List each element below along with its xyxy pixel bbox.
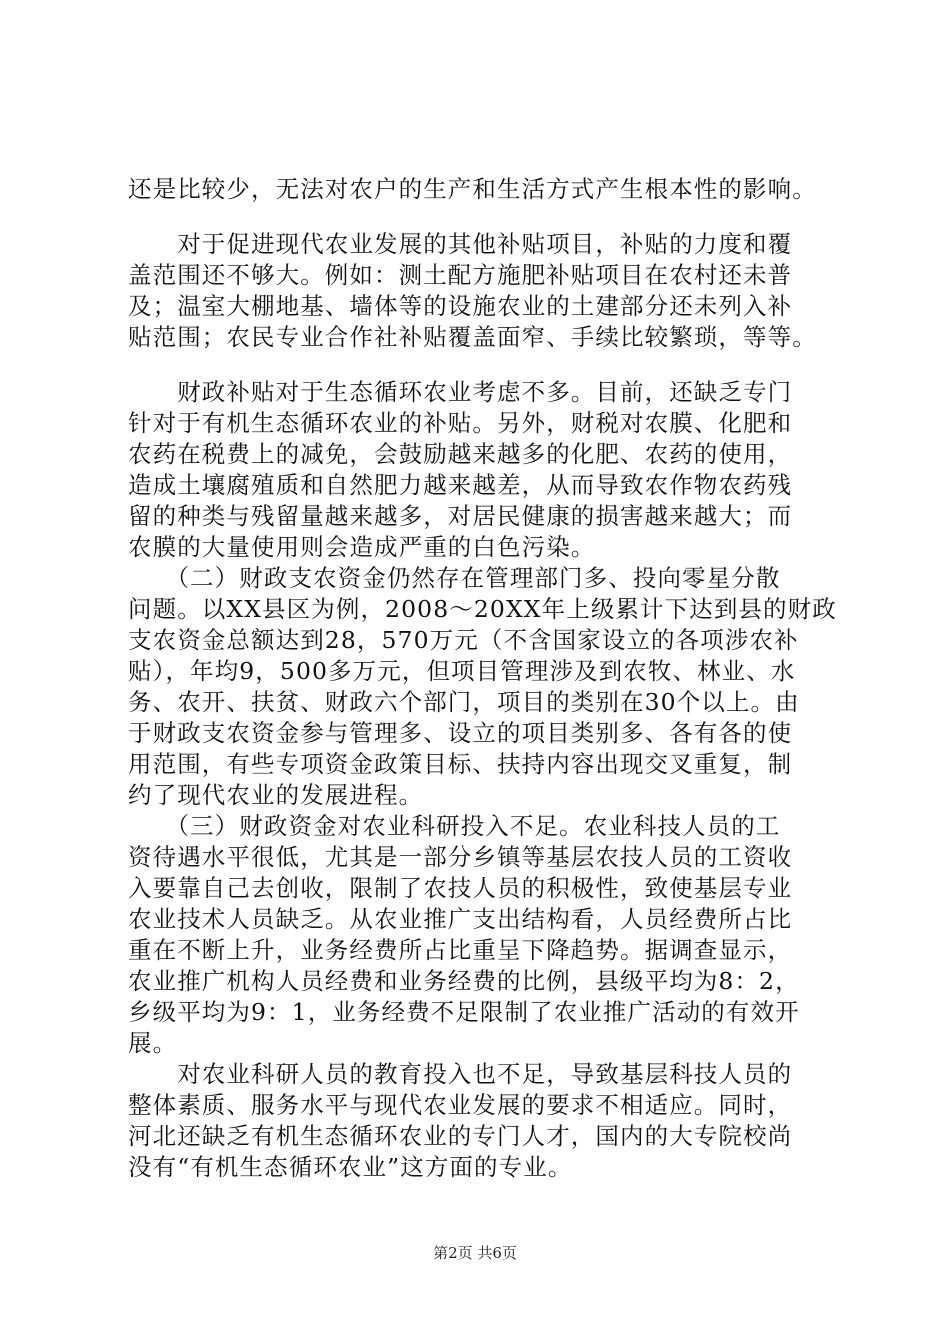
text-line: 留的种类与残留量越来越多，对居民健康的损害越来越大；而 (128, 502, 793, 530)
document-body (128, 174, 840, 1183)
paragraph-gap (128, 353, 840, 377)
text-line: 针对于有机生态循环农业的补贴。另外，财税对农膜、化肥和 (128, 409, 793, 437)
paragraph-gap (128, 205, 840, 229)
text-line: 问题。以XX县区为例，2008～20XX年上级累计下达到县的财政 (128, 595, 837, 623)
text-line: 农膜的大量使用则会造成严重的白色污染。 (128, 533, 596, 561)
text-line: 财政补贴对于生态循环农业考虑不多。目前，还缺乏专门 (128, 378, 793, 406)
text-line: 没有“有机生态循环农业”这方面的专业。 (128, 1153, 573, 1181)
text-line: 乡级平均为9：1，业务经费不足限制了农业推广活动的有效开 (128, 998, 800, 1026)
text-line: 约了现代农业的发展进程。 (128, 781, 424, 809)
text-line: 还是比较少，无法对农户的生产和生活方式产生根本性的影响。 (128, 175, 817, 203)
page-number-footer: 第2页 共6页 (433, 1244, 517, 1262)
text-line: 对于促进现代农业发展的其他补贴项目，补贴的力度和覆 (128, 230, 793, 258)
text-line: （三）财政资金对农业科研投入不足。农业科技人员的工 (128, 812, 781, 840)
text-line: 展。 (128, 1029, 178, 1057)
text-line: 及；温室大棚地基、墙体等的设施农业的土建部分还未列入补 (128, 292, 793, 320)
text-line: 贴），年均9，500多万元，但项目管理涉及到农牧、林业、水 (128, 657, 796, 685)
text-line: 盖范围还不够大。例如：测土配方施肥补贴项目在农村还未普 (128, 261, 793, 289)
text-line: 于财政支农资金参与管理多、设立的项目类别多、各有各的使 (128, 719, 793, 747)
text-line: 对农业科研人员的教育投入也不足，导致基层科技人员的 (128, 1060, 793, 1088)
text-line: 务、农开、扶贫、财政六个部门，项目的类别在30个以上。由 (128, 688, 800, 716)
text-line: 农业技术人员缺乏。从农业推广支出结构看，人员经费所占比 (128, 905, 793, 933)
text-line: （二）财政支农资金仍然存在管理部门多、投向零星分散 (128, 564, 781, 592)
text-line: 资待遇水平很低，尤其是一部分乡镇等基层农技人员的工资收 (128, 843, 793, 871)
text-line: 农药在税费上的减免，会鼓励越来越多的化肥、农药的使用， (128, 440, 793, 468)
text-line: 造成土壤腐殖质和自然肥力越来越差，从而导致农作物农药残 (128, 471, 793, 499)
text-line: 用范围，有些专项资金政策目标、扶持内容出现交叉重复，制 (128, 750, 793, 778)
text-line: 入要靠自己去创收，限制了农技人员的积极性，致使基层专业 (128, 874, 793, 902)
text-line: 河北还缺乏有机生态循环农业的专门人才，国内的大专院校尚 (128, 1122, 793, 1150)
text-line: 支农资金总额达到28，570万元（不含国家设立的各项涉农补 (128, 626, 799, 654)
text-line: 重在不断上升，业务经费所占比重呈下降趋势。据调查显示， (128, 936, 793, 964)
text-line: 整体素质、服务水平与现代农业发展的要求不相适应。同时， (128, 1091, 793, 1119)
text-line: 农业推广机构人员经费和业务经费的比例，县级平均为8：2， (128, 967, 800, 995)
text-line: 贴范围；农民专业合作社补贴覆盖面窄、手续比较繁琐，等等。 (128, 323, 817, 351)
